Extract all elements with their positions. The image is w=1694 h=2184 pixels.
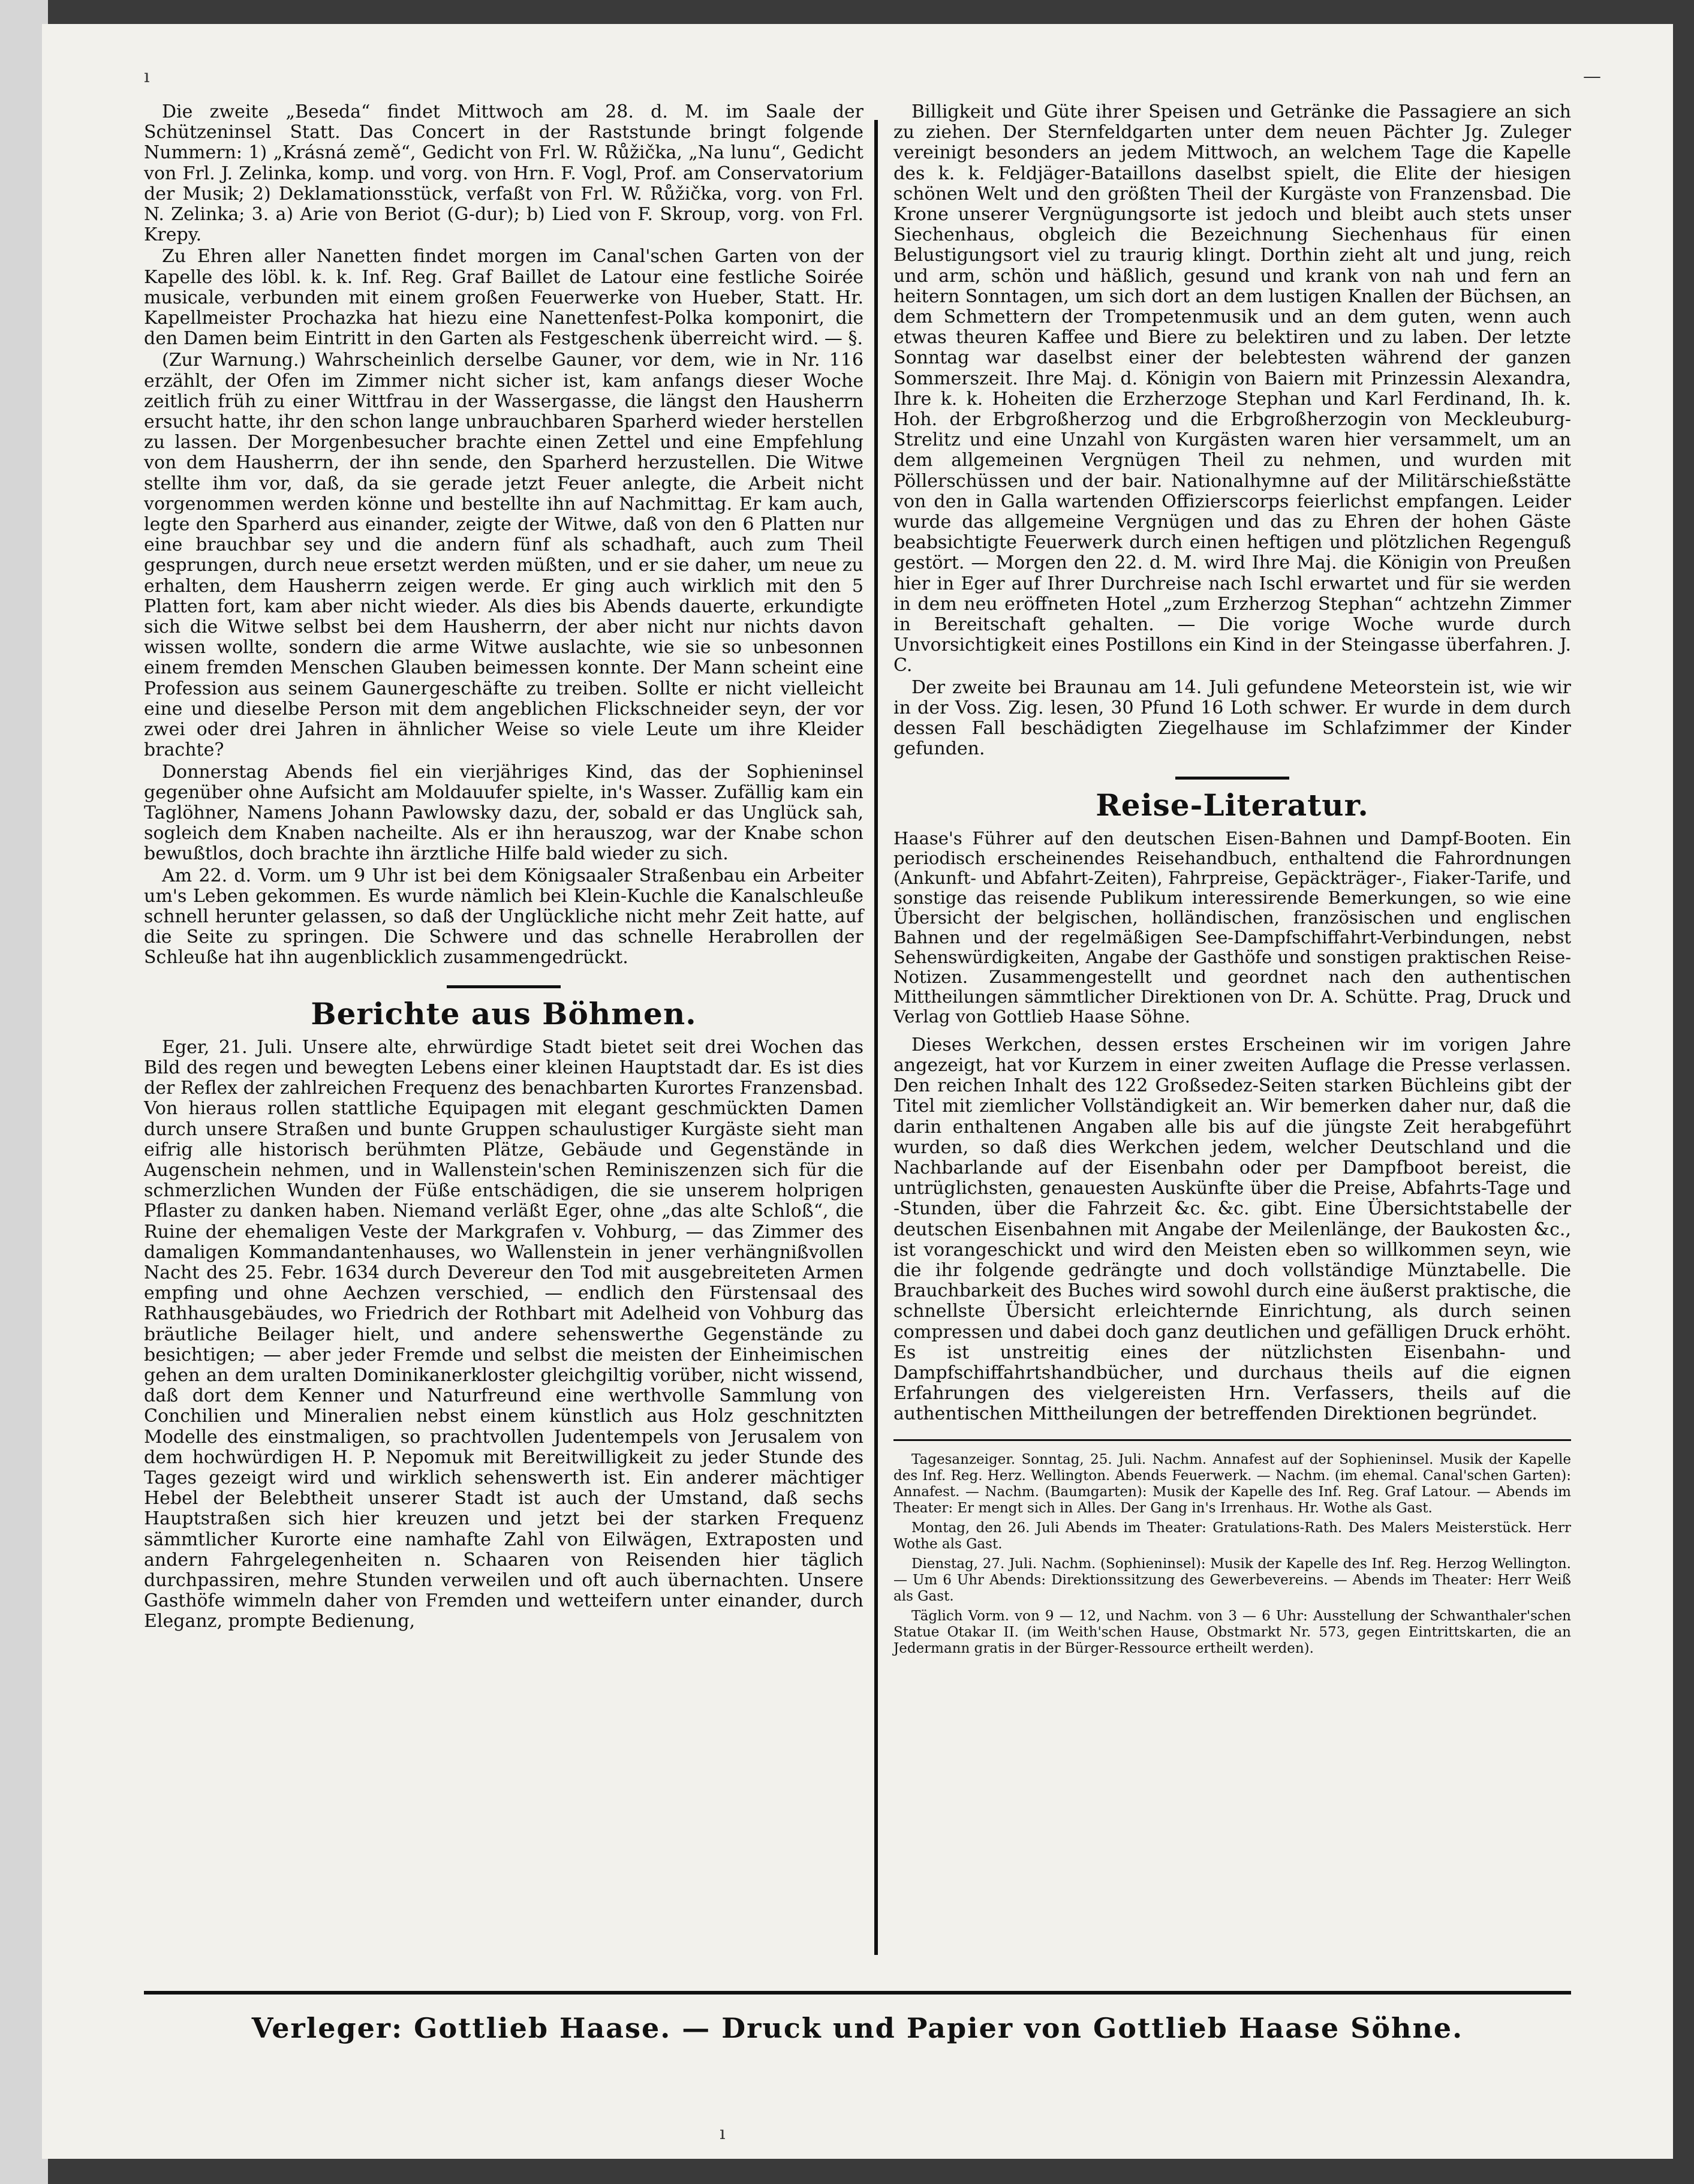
section-divider [1175, 777, 1289, 780]
scan-mark: ı [144, 66, 150, 87]
right-column [893, 102, 1571, 1660]
event-listing: Tagesanzeiger. Sonntag, 25. Juli. Nachm. Annafest auf der Sophieninsel. Musik der Kapelle des Inf. Reg. Herz. Wellington. Abends Feuerwerk. — Nachm. (im ehemal. Canal'schen Garten): Annafest. — Nachm. (Baumgarten): Musik der Kapelle des Inf. Reg. Graf Latour. — Abends im Theater: Er mengt sich in Alles. Der Gang in's Irrenhaus. Hr. Wothe als Gast. [893, 1451, 1571, 1516]
news-paragraph: Donnerstag Abends fiel ein vierjähriges Kind, das der Sophieninsel gegenüber ohne Aufsicht am Moldauufer spielte, in's Wasser. Zufällig kam ein Taglöhner, Namens Johann Pawlowsky dazu, der, sobald er das Unglück sah, sogleich dem Knaben nacheilte. Als er ihn herauszog, war der Knabe schon bewußtlos, doch brachte ihn ärztliche Hilfe bald wieder zu sich. [144, 761, 863, 865]
news-paragraph: Am 22. d. Vorm. um 9 Uhr ist bei dem Königsaaler Straßenbau ein Arbeiter um's Leben gekommen. Es wurde nämlich bei Klein-Kuchle die Kanalschleuße schnell herunter gelassen, so daß der Unglückliche nicht mehr Zeit hatte, auf die Seite zu springen. Die Schwere und das schnelle Herabrollen der Schleuße hat ihn augenblicklich zusammengedrückt. [144, 865, 863, 968]
book-entry: Haase's Führer auf den deutschen Eisen-Bahnen und Dampf-Booten. Ein periodisch erscheinendes Reisehandbuch, enthaltend die Fahrordnungen (Ankunft- und Abfahrt-Zeiten), Fahrpreise, Gepäckträger-, Fiaker-Tarife, und sonstige das reisende Publikum interessirende Bemerkungen, so wie eine Übersicht der belgischen, holländischen, französischen und englischen Bahnen und der regelmäßigen See-Dampfschiffahrt-Verbindungen, nebst Sehenswürdigkeiten, Angabe der Gasthöfe und sonstigen praktischen Reise-Notizen. Zusammengestellt und geordnet nach den authentischen Mittheilungen sämmtlicher Direktionen von Dr. A. Schütte. Prag, Druck und Verlag von Gottlieb Haase Söhne. [893, 828, 1571, 1027]
footer-rule [144, 1991, 1571, 1995]
event-listing: Dienstag, 27. Juli. Nachm. (Sophieninsel): Musik der Kapelle des Inf. Reg. Herzog Wellington. — Um 6 Uhr Abends: Direktionssitzung des Gewerbevereins. — Abends im Theater: Herr Weiß als Gast. [893, 1556, 1571, 1604]
news-paragraph: (Zur Warnung.) Wahrscheinlich derselbe Gauner, vor dem, wie in Nr. 116 erzählt, der Ofen im Zimmer nicht sicher ist, kam anfangs dieser Woche zeitlich früh zu einer Wittfrau in der Wassergasse, die längst den Hausherrn ersucht hatte, ihr den schon lange unbrauchbaren Sparherd wieder herstellen zu lassen. Der Morgenbesucher brachte einen Zettel und eine Empfehlung von dem Hausherrn, der ihn sende, den Sparherd herzustellen. Die Witwe stellte ihm vor, daß, da sie gerade jetzt Feuer anlegte, die Arbeit nicht vorgenommen werden könne und bestellte ihn auf Nachmittag. Er kam auch, legte den Sparherd aus einander, zeigte der Witwe, daß von den 6 Platten nur eine brauchbar sey und die andern fünf als schadhaft, auch zum Theil gesprungen, durch neue ersetzt werden müßten, und er sie daher, um neue zu erhalten, dem Hausherrn zeigen werde. Er ging auch wirklich mit den 5 Platten fort, kam aber nicht wieder. Als dies bis Abends dauerte, erkundigte sich die Witwe selbst bei dem Hausherrn, der aber nicht nur nichts davon wissen wollte, sondern die arme Witwe auslachte, wie sie so unbesonnen einem fremden Menschen Glauben beimessen konnte. Der Mann scheint eine Profession aus seinem Gaunergeschäfte zu treiben. Sollte er nicht vielleicht eine und dieselbe Person mit dem angeblichen Flickschneider seyn, der vor zwei oder drei Jahren in ähnlicher Weise so viele Leute um ihre Kleider brachte? [144, 350, 863, 761]
news-paragraph: Zu Ehren aller Nanetten findet morgen im Canal'schen Garten von der Kapelle des löbl. k. k. Inf. Reg. Graf Baillet de Latour eine festliche Soirée musicale, verbunden mit einem großen Feuerwerke von Hueber, Statt. Hr. Kapellmeister Prochazka hat hiezu eine Nanettenfest-Polka komponirt, die den Damen beim Eintritt in den Garten als Festgeschenk überreicht wird. — §. [144, 246, 863, 350]
event-listings [893, 1452, 1571, 1657]
scan-margin [0, 0, 48, 2184]
scan-mark: — [1583, 66, 1601, 87]
event-listing: Montag, den 26. Juli Abends im Theater: Gratulations-Rath. Des Malers Meisterstück. Herr Wothe als Gast. [893, 1520, 1571, 1552]
report-continuation: Billigkeit und Güte ihrer Speisen und Getränke die Passagiere an sich zu ziehen. Der Sternfeldgarten unter dem neuen Pächter Jg. Zuleger vereinigt besonders an jedem Mittwoch, an welchem Tage die Kapelle des k. k. Feldjäger-Bataillons daselbst spielt, die Elite der hiesigen schönen Welt und den größten Theil der Kurgäste von Franzensbad. Die Krone unserer Vergnügungsorte ist jedoch und bleibt auch stets unser Siechenhaus, obgleich die Bezeichnung Siechenhaus für einen Belustigungsort viel zu traurig klingt. Dorthin zieht alt und jung, reich und arm, schön und häßlich, gesund und krank von nah und fern an heitern Sonntagen, um sich dort an dem lustigen Knallen der Büchsen, an dem Schmettern der Trompetenmusik und an dem guten, wenn auch etwas theuren Kaffee und Biere zu belektiren und zu laben. Der letzte Sonntag war daselbst einer der belebtesten während der ganzen Sommerszeit. Ihre Maj. d. Königin von Baiern mit Prinzessin Alexandra, Ihre k. k. Hoheiten die Erzherzoge Stephan und Karl Ferdinand, Ih. k. Hoh. der Erbgroßherzog und die Erbgroßherzogin von Meckleuburg-Strelitz und eine Unzahl von Kurgästen waren hier versammelt, um an dem allgemeinen Vergnügen Theil zu nehmen, und wurden mit Pöllerschüssen und der bair. Nationalhymne auf der Militärschießstätte von den in Galla wartenden Offizierscorps feierlichst empfangen. Leider wurde das allgemeine Vergnügen und das zu Ehren der hohen Gäste beabsichtigte Feuerwerk durch einen heftigen und plötzlichen Regenguß gestört. — Morgen den 22. d. M. wird Ihre Maj. die Königin von Preußen hier in Eger auf Ihrer Durchreise nach Ischl erwartet und für sie werden in dem neu eröffneten Hotel „zum Erzherzog Stephan“ achtzehn Zimmer in Bereitschaft gehalten. — Die vorige Woche wurde durch Unvorsichtigkeit eines Postillons ein Kind in der Steingasse überfahren. J. C. [893, 101, 1571, 676]
news-paragraph: Die zweite „Beseda“ findet Mittwoch am 28. d. M. im Saale der Schützeninsel Statt. Das Concert in der Raststunde bringt folgende Nummern: 1) „Krásná země“, Gedicht von Frl. W. Růžička, „Na lunu“, Gedicht von Frl. J. Zelinka, komp. und vorg. von Hrn. F. Vogl, Prof. am Conservatorium der Musik; 2) Deklamationsstück, verfaßt von Frl. W. Růžička, vorg. von Frl. N. Zelinka; 3. a) Arie von Beriot (G-dur); b) Lied von F. Skroup, vorg. von Frl. Krepy. [144, 101, 863, 246]
section-divider [447, 985, 561, 988]
section-heading: Reise-Literatur. [1096, 787, 1369, 823]
scan-mark: ı [720, 2123, 726, 2144]
left-column [144, 102, 863, 1632]
section-heading: Berichte aus Böhmen. [311, 995, 697, 1031]
meteor-note: Der zweite bei Braunau am 14. Juli gefundene Meteorstein ist, wie wir in der Voss. Zig. lesen, 30 Pfund 16 Loth schwer. Er wurde in dem durch dessen Fall beschädigten Ziegelhause im Schlafzimmer der Kinder gefunden. [893, 676, 1571, 760]
bohemia-report: Eger, 21. Juli. Unsere alte, ehrwürdige Stadt bietet seit drei Wochen das Bild des regen und bewegten Lebens einer kleinen Hauptstadt dar. Es ist dies der Reflex der zahlreichen Frequenz des benachbarten Kurortes Franzensbad. Von hieraus rollen stattliche Equipagen mit elegant geschmückten Damen durch unsere Straßen und bunte Gruppen schaulustiger Kurgäste sieht man eifrig alle historisch berühmten Plätze, Gebäude und Gegenstände in Augenschein nehmen, und in Wallenstein'schen Reminiszenzen sich für die schmerzlichen Wunden der Füße entschädigen, die sie unserem holprigen Pflaster zu danken haben. Niemand verläßt Eger, ohne „das alte Schloß“, die Ruine der ehemaligen Veste der Markgrafen v. Vohburg, — das Zimmer des damaligen Kommandantenhauses, wo Wallenstein in jener verhängnißvollen Nacht des 25. Febr. 1634 durch Devereur den Tod mit ausgebreiteten Armen empfing und ohne Aechzen verschied, — endlich den Fürstensaal des Rathhausgebäudes, wo Friedrich der Rothbart mit Adelheid von Vohburg das bräutliche Beilager hielt, und andere sehenswerthe Gegenstände zu besichtigen; — aber jeder Fremde und selbst die meisten der Einheimischen gehen an dem uralten Dominikanerkloster gleichgiltig vorüber, nicht wissend, daß dort dem Kenner und Naturfreund eine werthvolle Sammlung von Conchilien und Mineralien nebst einem künstlich aus Holz geschnitzten Modelle des einstmaligen, so prachtvollen Judentempels von Jerusalem von dem hochwürdigen H. P. Nepomuk mit Bereitwilligkeit zu jeder Stunde des Tages gezeigt wird und wirklich sehenswerth ist. Ein anderer mächtiger Hebel der Belebtheit unserer Stadt ist auch der Umstand, daß sechs Hauptstraßen sich hier kreuzen und jetzt bei der starken Frequenz sämmtlicher Kurorte eine namhafte Zahl von Eilwägen, Extraposten und andern Fahrgelegenheiten n. Schaaren von Reisenden hier täglich durchpassiren, mehre Stunden verweilen und oft auch übernachten. Unsere Gasthöfe wimmeln daher von Fremden und wetteifern unter einander, durch Eleganz, prompte Bedienung, [144, 1036, 863, 1632]
ads-divider [893, 1439, 1571, 1441]
column-rule [874, 120, 878, 1955]
event-listing: Täglich Vorm. von 9 — 12, und Nachm. von 3 — 6 Uhr: Ausstellung der Schwanthaler'schen Statue Otakar II. (im Weith'schen Hause, Obstmarkt Nr. 573, gegen Eintrittskarten, die an Jedermann gratis in der Bürger-Ressource ertheilt werden). [893, 1608, 1571, 1656]
publisher-imprint: Verleger: Gottlieb Haase. — Druck und Papier von Gottlieb Haase Söhne. [251, 2012, 1464, 2044]
book-review: Dieses Werkchen, dessen erstes Erscheinen wir im vorigen Jahre angezeigt, hat vor Kurzem in einer zweiten Auflage die Presse verlassen. Den reichen Inhalt des 122 Großsedez-Seiten starken Büchleins gibt der Titel mit ziemlicher Vollständigkeit an. Wir bemerken daher nur, daß die darin enthaltenen Angaben alle bis auf die jüngste Zeit herabgeführt wurden, so daß dies Werkchen jedem, welcher Deutschland und die Nachbarlande auf der Eisenbahn oder per Dampfboot bereist, die untrüglichsten, genauesten Auskünfte über die Preise, Abfahrts-Tage und -Stunden, über die Fahrzeit &c. &c. gibt. Eine Übersichtstabelle der deutschen Eisenbahnen mit Angabe der Meilenlänge, der Baukosten &c., ist vorangeschickt und wird den Meisten eben so willkommen seyn, wie die ihr folgende gedrängte und doch vollständige Münztabelle. Die Brauchbarkeit des Buches wird sowohl durch eine äußerst praktische, die schnellste Übersicht erleichternde Einrichtung, als durch seinen compressen und dabei doch ganz deutlichen und gefälligen Druck erhöht. Es ist unstreitig eines der nützlichsten Eisenbahn- und Dampfschiffahrtshandbücher, und durchaus theils auf die eignen Erfahrungen des vielgereisten Hrn. Verfassers, theils auf die authentischen Mittheilungen der betreffenden Direktionen begründet. [893, 1034, 1571, 1425]
